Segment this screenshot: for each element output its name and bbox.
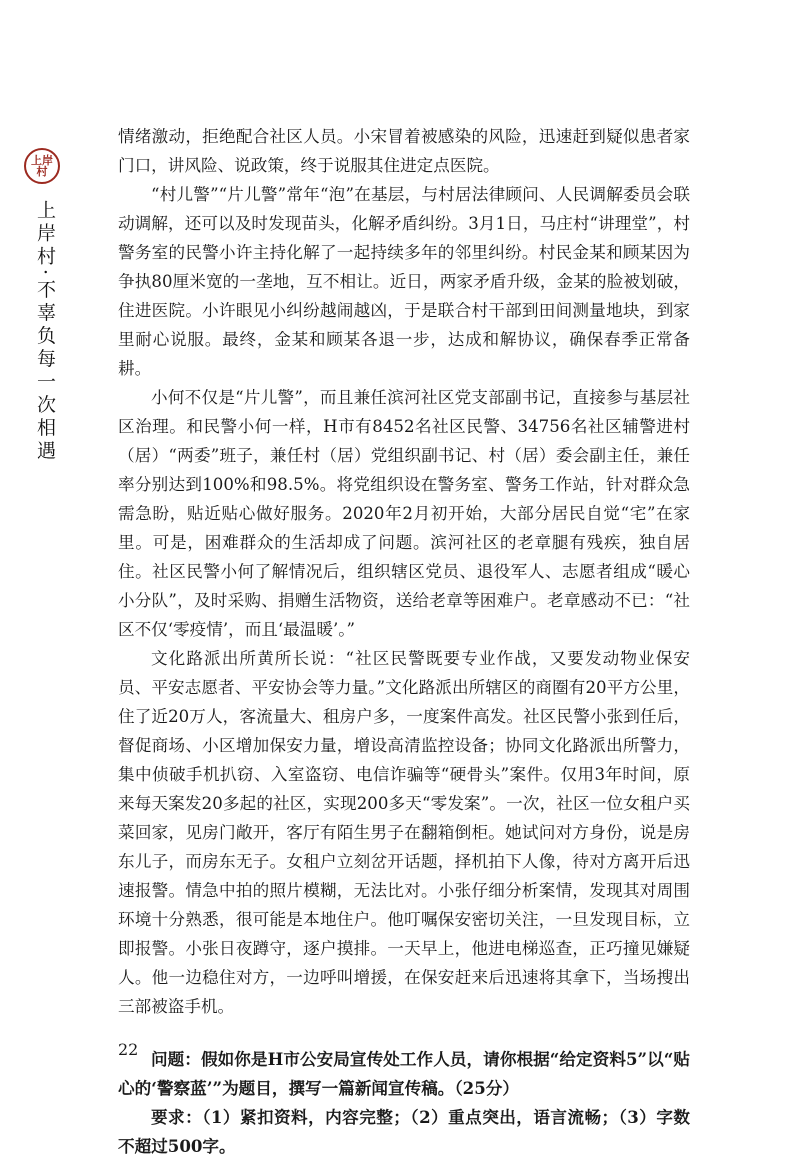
requirement-text: 要求：（1）紧扣资料，内容完整；（2）重点突出，语言流畅；（3）字数不超过500字。 [118,1107,690,1156]
paragraph-3: 小何不仅是“片儿警”，而且兼任滨河社区党支部副书记，直接参与基层社区治理。和民警小何一样，H市有8452名社区民警、34756名社区辅警进村（居）“两委”班子，兼任村（居）党组织副书记、村（居）委会副主任，兼任率分别达到100%和98.5%。将党组织设在警务室、警务工作站，针对群众急需急盼，贴近贴心做好服务。2020年2月初开始，大部分居民自觉“宅”在家里。可是，困难群众的生活却成了问题。滨河社区的老章腿有残疾，独自居住。社区民警小何了解情况后，组织辖区党员、退役军人、志愿者组成“暖心小分队”，及时采购、捐赠生活物资，送给老章等困难户。老章感动不已：“社区不仅‘零疫情’，而且‘最温暖’。” [118,388,690,639]
page-body [118,122,690,1161]
question-block [118,1045,690,1161]
paragraph-4: 文化路派出所黄所长说：“社区民警既要专业作战，又要发动物业保安员、平安志愿者、平安协会等力量。”文化路派出所辖区的商圈有20平方公里，住了近20万人，客流量大、租房户多，一度案件高发。社区民警小张到任后，督促商场、小区增加保安力量，增设高清监控设备；协同文化路派出所警力，集中侦破手机扒窃、入室盗窃、电信诈骗等“硬骨头”案件。仅用3年时间，原来每天案发20多起的社区，实现200多天“零发案”。一次，社区一位女租户买菜回家，见房门敞开，客厅有陌生男子在翻箱倒柜。她试问对方身份，说是房东儿子，而房东无子。女租户立刻岔开话题，择机拍下人像，待对方离开后迅速报警。情急中拍的照片模糊，无法比对。小张仔细分析案情，发现其对周围环境十分熟悉，很可能是本地住户。他叮嘱保安密切关注，一旦发现目标，立即报警。小张日夜蹲守，逐户摸排。一天早上，他进电梯巡查，正巧撞见嫌疑人。他一边稳住对方，一边呼叫增援，在保安赶来后迅速将其拿下，当场搜出三部被盗手机。 [118,649,690,1016]
logo-text: 上岸村 [31,154,53,178]
paragraph-2: “村儿警”“片儿警”常年“泡”在基层，与村居法律顾问、人民调解委员会联动调解，还可以及时发现苗头，化解矛盾纠纷。3月1日，马庄村“讲理堂”，村警务室的民警小许主持化解了一起持续多年的邻里纠纷。村民金某和顾某因为争执80厘米宽的一垄地，互不相让。近日，两家矛盾升级，金某的脸被划破，住进医院。小许眼见小纠纷越闹越凶，于是联合村干部到田间测量地块，到家里耐心说服。最终，金某和顾某各退一步，达成和解协议，确保春季正常备耕。 [118,185,690,378]
paragraph-1: 情绪激动，拒绝配合社区人员。小宋冒着被感染的风险，迅速赶到疑似患者家门口，讲风险、说政策，终于说服其住进定点医院。 [118,127,690,175]
page-number: 22 [118,1040,139,1059]
question-text: 问题：假如你是H市公安局宣传处工作人员，请你根据“给定资料5”以“贴心的‘警察蓝’”为题目，撰写一篇新闻宣传稿。（25分） [118,1049,690,1098]
sidebar [22,148,64,463]
book-logo [24,148,60,184]
vertical-book-title: 上岸村·不辜负每一次相遇 [34,200,56,464]
